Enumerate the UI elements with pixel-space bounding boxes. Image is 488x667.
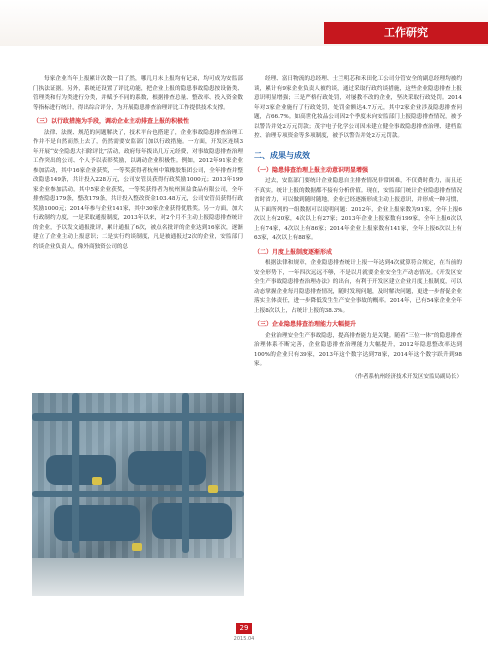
right-column xyxy=(254,75,462,382)
left-column xyxy=(33,75,243,252)
paragraph: 企业治理安全生产事故隐患，提高排查能力是关键。随着“三位一体”的隐患排查治理体系不断完善，企业隐患排查治理能力大幅提升，2012年隐患整改率达到100%的企业只有39家，2013年这个数字达到78家，2014年这个数字跃升到98家。 xyxy=(254,332,462,367)
subheading: （二）月度上报制度逐渐形成 xyxy=(254,248,333,256)
page-number: 29 xyxy=(236,623,252,634)
paragraph: 法律、法规、规范的问题解决了，技术平台也搭建了，企业事故隐患排查治理工作并不是自然而然上去了，仍然需要安监部门加以行政措施。一方面，开发区连续3年开展“安全隐患大扫除评比”活动，政府每年拨出几万元经费，对事故隐患排查治理工作突出的公司、个人予以表彰奖励，以调动企业积极性。例如，2012年91家企业参加活动，其中16家企业获奖，一等奖获得者杭州中策橡胶集团公司，全年排查并整改隐患149条，共计投入228万元，公司安管员获得行政奖励1000元；2013年199家企业参加活动，其中5家企业获奖，一等奖获得者为杭州顶益食品有限公司，全年排查隐患179条，整改179条，共计投入整改资金103.48万元，公司安管员获得行政奖励1000元；2014年参与企业141家，其中30家企业获得优胜奖。另一方面，加大行政制约力度，一是采取通报制度，2013年以来，对2个月不主动上报隐患排查统计的企业，予以发文通报批评，累计通报了6次，被点名批评的企业达到16家次，逐渐建立了企业主动上报意识；二是实行约谈制度，凡是被通报过2次的企业，安监部门约谈企业负责人，像外商独资公司的总 xyxy=(33,129,243,250)
subheading: （三）以行政措施为手段，调动企业主动排查上报的积极性 xyxy=(33,118,190,125)
author-note: （作者系杭州经济技术开发区安监局副局长） xyxy=(351,373,462,380)
paragraph: 每家企业当年上报累计次数一目了然，哪几月未上报均有记录，均可成为安监部门执法证据。另外，系统还设置了评比功能，把企业上报的隐患事故隐患按设备类、管理类和行为类进行分类，并赋予不同的系数，根据排查总量、整改率、投入资金数等指标进行统计，得出综合评分，为开展隐患排查治理评比工作提供技术支撑。 xyxy=(33,76,243,111)
section-heading: 二、成果与成效 xyxy=(254,150,310,160)
subheading: （一）隐患排查治理上报主动意识明显增强 xyxy=(254,166,369,174)
paragraph: 经理、富日物流的总经理、士兰明芯和禾田化工公司分管安全的副总经理均被约谈，累计有9家企业负责人被约谈，通过采取行政约谈措施，这些企业隐患排查上报意识明显增强；三是严格行政处罚，对屡教不改的企业，坚决采取行政处罚。2014年对3家企业施行了行政处罚，处罚金额达4.7万元，其中2家企业涉及隐患排查问题，占66.7%。如高世化妆品公司因2个季度未向安监部门上报隐患排查情况，被予以警告并处2万元罚款；茂宇电子化学公司因未建立健全事故隐患排查治理、建档监控、治理专项资金等多项制度，被予以警告并处2万元罚款。 xyxy=(254,76,462,139)
subheading: （三）企业隐患排查治理能力大幅提升 xyxy=(254,321,357,328)
paragraph: 过去，安监部门要统计企业隐患自主排查情况非常困难，不仅费时费力，而且还不真实。统计上报的数据都不接有分析价值。现在，安监部门统计企业隐患排查情况省时省力，可以做到随时随地，企业已经逐渐形成主动上报意识，并形成一种习惯，从下面所列的一组数据可以说明问题：2012年，企业上报家数为91家，全年上报6次以上有20家，4次以上有27家；2013年企业上报家数有199家，全年上报6次以上有74家，4次以上有86家；2014年企业上报家数有141家，全年上报6次以上有63家，4次以上有88家。 xyxy=(254,178,462,241)
section-title: 工作研究 xyxy=(324,22,488,44)
factory-equipment-photo xyxy=(32,393,244,596)
paragraph: 根据法律和规章，企业隐患排查统计上报一年达到4次就算符合规定，在当前的安全形势下，一年四次远远不够，不是以月就要企业安全生产动态情况。《开发区安全生产事故隐患排查治理办法》的出台，有利于开发区建立企业月度上报制度，可以动态掌握企业每月隐患排查情况，随时发现问题，及时解决问题，更进一步督促企业落实主体责任，进一步降低发生生产安全事故的概率。2014年，已有54家企业全年上报8次以上，占统计上报的38.3%。 xyxy=(254,260,462,314)
issue-date: 2015.04 xyxy=(233,636,255,642)
